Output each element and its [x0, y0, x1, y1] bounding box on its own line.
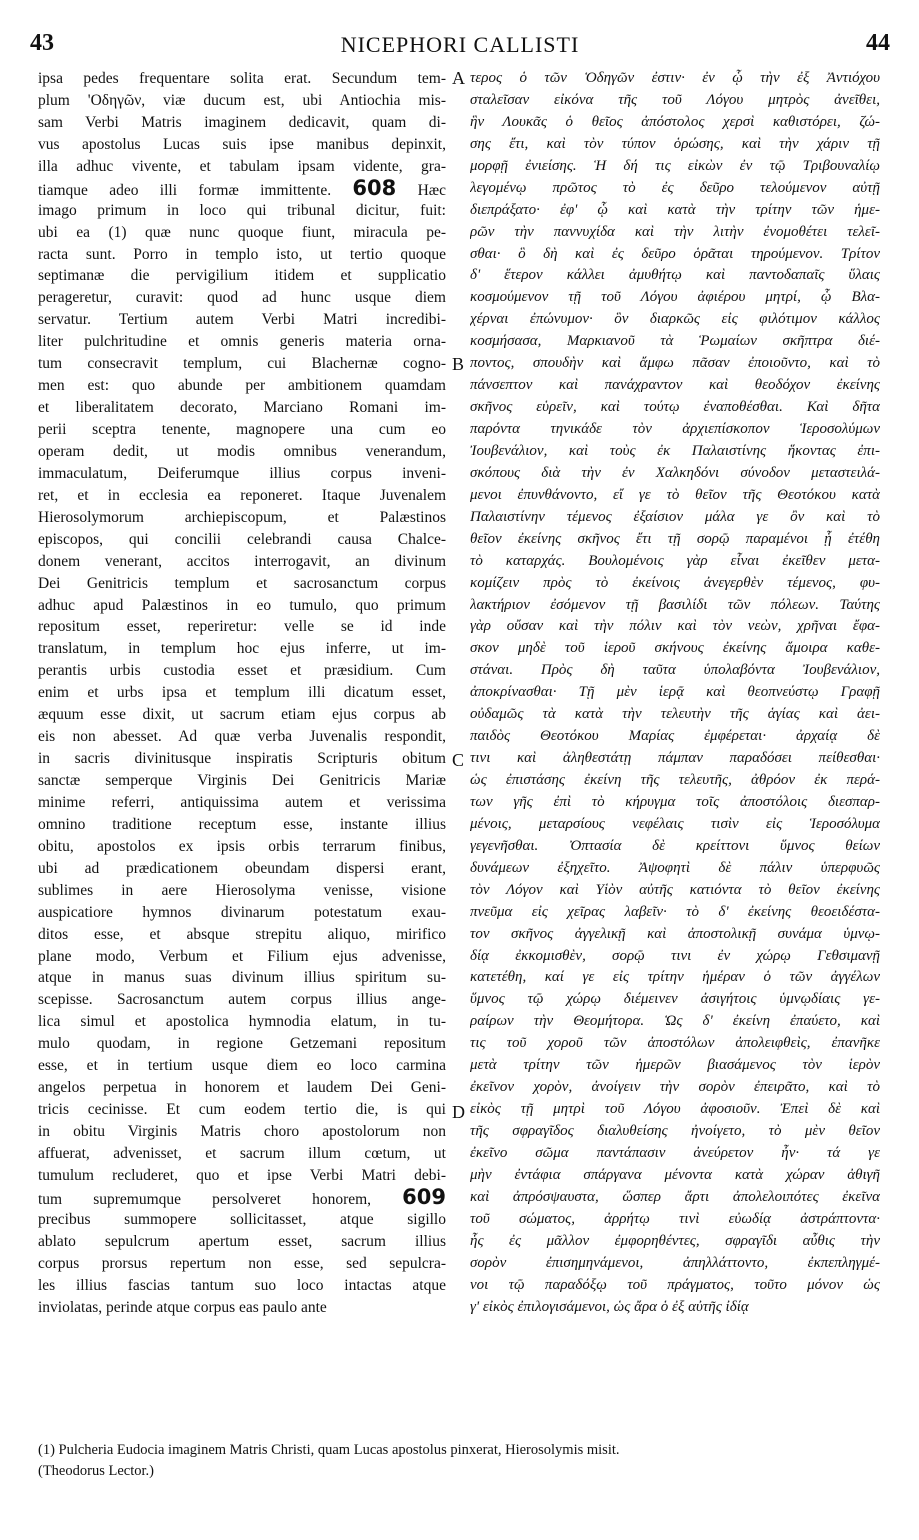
latin-text-line: sanctæ semperque Virginis Dei Genitricis Mariæ [38, 772, 446, 789]
latin-text-line: ubi ad prædicationem obeundam dispersi erant, [38, 859, 446, 877]
margin-letter-c: C [452, 750, 465, 770]
greek-text-line: ραίρων τὴν Θεομήτορα. Ὡς δ' ἐκείνη ἐπαύετο, καὶ [470, 1013, 880, 1030]
latin-text-line: operam dedit, ut modis omnibus venerandum, [38, 442, 446, 460]
greek-text-line: νοι τῷ παραδόξῳ τοῦ πράγματος, τοῦτο μόνον ὡς [470, 1276, 880, 1293]
latin-text-line: ablato sepulcrum apertum esset, sacrum illius [38, 1232, 446, 1250]
latin-text-line: vus apostolus Lucas suis ipse manibus depinxit, [38, 135, 446, 153]
greek-text-line: των γῆς ἐπὶ τὸ κήρυγμα τοῖς ἀποστόλοις διεσπαρ- [470, 793, 880, 810]
latin-text-line: obitu, apostolos ex ipsis orbis terrarum finibus, [38, 837, 446, 855]
greek-text-line: πάνσεπτον καὶ πανάχραντον καὶ θεοδόχον ἐκείνης [470, 377, 880, 394]
latin-text-line: illa adhuc vivente, et tabulam ipsam vidente, gra- [38, 157, 446, 175]
greek-text-line: τερος ὁ τῶν Ὁδηγῶν ἐστιν· ἐν ᾧ τὴν ἐξ Ἀντιόχου [470, 70, 880, 86]
latin-text-line: ditos esse, et absque strepitu aliquo, mirifico [38, 925, 446, 943]
latin-text-line: les illius fascias tantum suo loco intactas atque [38, 1276, 446, 1294]
latin-text-line: racta sunt. Porro in templo isto, ut tertio quoque [38, 245, 446, 263]
latin-text-line: septimanæ die pervigilium itidem et supplicatio [38, 267, 446, 285]
latin-text-line: tum supremumque persolveret honorem, 609 [38, 1186, 446, 1209]
latin-text-line: episcopos, qui concilii celebrandi causa Chalce- [38, 530, 446, 548]
latin-text-line: Dei Genitricis templum et sacrosanctum corpus [38, 574, 446, 592]
greek-text-line: κατετέθη, καί γε εἰς τρίτην ἡμέραν ὁ τῶν ἀγγέλων [470, 969, 880, 986]
greek-text-line: δίᾳ ἐκκομισθὲν, σορῷ τινι ἐν χώρῳ Γεθσιμανῇ [470, 947, 880, 964]
greek-text-line: στάναι. Πρὸς δὴ ταῦτα ὑπολαβόντα Ἰουβενάλιον, [470, 662, 880, 679]
latin-text-line: donem venerant, accitos interrogavit, an divinum [38, 552, 446, 570]
latin-text-line: ipsa pedes frequentare solita erat. Secundum tem- [38, 70, 446, 87]
greek-text-line: σθαι· ὃ δὴ καὶ ἐς δεῦρο ὁρᾶται τηρούμενον. Τρίτον [470, 245, 880, 262]
greek-text-line: πνεῦμα εἰς χεῖρας λαβεῖν· τὸ δ' ἐκείνης θεοειδέστα- [470, 903, 880, 920]
greek-text-line: ὕμνος τῷ χώρῳ διέμεινεν ἀσιγήτοις ὑμνῳδίαις γε- [470, 991, 880, 1008]
page-header [30, 30, 890, 60]
greek-text-line: ἐκεῖνον χορὸν, ἀνοίγειν τὴν σορὸν ἐπειρᾶτο, καὶ τὸ [470, 1079, 880, 1096]
greek-text-line: γ' εἰκὸς ἐπιλογισάμενοι, ὡς ἄρα ὁ ἐξ αὐτῆς ἰδίᾳ [470, 1298, 749, 1315]
greek-text-line: μορφῇ ἐνιείσης. Ἡ δή τις εἰκὼν ἐν τῷ Τριβουναλίῳ [470, 157, 880, 174]
greek-text-line: Παλαιστίνην τέμενος ἐξαίσιον μάλα γε ὂν καὶ τὸ [470, 508, 880, 525]
latin-text-line: minime referri, antiquissima autem et verissima [38, 793, 446, 811]
marginal-number: 609 [402, 1186, 446, 1209]
greek-text-line: μετὰ τρίτην τῶν ἡμερῶν βιασάμενος τὸν ἱερὸν [470, 1057, 880, 1074]
greek-text-line: ἣν Λουκᾶς ὁ θεῖος ἀπόστολος χερσὶ καθιστόρει, ζώ- [470, 113, 880, 130]
greek-text-line: κοσμούμενον τῇ τοῦ Λόγου ἀφιέρου μητρί, ᾧ Βλα- [470, 289, 880, 306]
greek-text-line: σταλεῖσαν εἰκόνα τῆς τοῦ Λόγου μητρὸς ἀνεῖθει, [470, 91, 880, 108]
latin-text-line: perii sceptra tenente, magnopere una cum eo [38, 421, 446, 438]
latin-text-line: esse, et in tertium usque diem eo loco carmina [38, 1057, 446, 1075]
left-page-number: 43 [30, 30, 54, 56]
greek-text-line: κομίζειν πρὸς τὸ ἐκείνοις ἀνεγερθὲν τέμενος, φυ- [470, 574, 880, 591]
greek-text-line: εἰκὸς τῇ μητρὶ τοῦ Λόγου ἀφοσιοῦν. Ἐπεὶ δὲ καὶ [470, 1101, 880, 1118]
greek-text-line: τὸν Λόγον καὶ Υἱὸν αὐτῆς κατιόντα τὸ θεῖον ἐκείνης [470, 881, 880, 898]
greek-text-line: γεγενῆσθαι. Ὀπτασία δὲ κρείττονι ὕμνος θείων [470, 837, 880, 854]
latin-text-line: in sacris divinitusque inspiratis Scripturis obitum [38, 750, 446, 768]
latin-text-line: scepisse. Sacrosanctum autem corpus illius ange- [38, 991, 446, 1009]
greek-text-line: διεπράξατο· ἐφ' ᾧ καὶ κατὰ τὴν τρίτην τῶν ἡμε- [470, 201, 880, 218]
latin-text-line: mulo quodam, in regione Getzemani repositum [38, 1035, 446, 1053]
greek-text-line: ἐκεῖνο σῶμα παντάπασιν ἀνεύρετον ἦν· τά γε [470, 1144, 880, 1161]
greek-text-line: παρόντα τηνικάδε τὸν ἀρχιεπίσκοπον Ἱεροσολύμων [470, 421, 880, 437]
margin-letter-b: B [452, 354, 465, 374]
latin-text-line: angelos perpetua in honorem et laudem Dei Geni- [38, 1079, 446, 1097]
greek-text-line: λακτήριον ἐσόμενον τῇ βασιλίδι τῶν πόλεων. Ταύτης [470, 596, 880, 613]
latin-text-line: lica simul et apostolica hymnodia elatum, in tu- [38, 1013, 446, 1031]
greek-text-line: Ἰουβενάλιον, καὶ τοὺς ἐκ Παλαιστίνης ἥκοντας ἐπι- [470, 442, 880, 459]
greek-text-line: σορὸν ἐπισημηνάμενοι, ἀπηλλάττοντο, ἐκπεπληγμέ- [470, 1254, 880, 1271]
latin-text-line: perageretur, curavit: quod ad hunc usque diem [38, 289, 446, 307]
greek-text-line: σκῆνος εὑρεῖν, καὶ τούτῳ ἐναποθέσθαι. Καὶ δῆτα [470, 399, 880, 416]
latin-text-line: tumulum recluderet, quo et ipse Verbi Matri debi- [38, 1166, 446, 1184]
greek-text-line: καὶ ἀπρόσψαυστα, ὥσπερ ἄρτι ἀπολελοιπότες ἐκεῖνα [470, 1188, 880, 1205]
latin-text-line: enim et urbs ipsa et templum illi dicatum esset, [38, 684, 446, 702]
latin-column [38, 68, 446, 1438]
latin-text-line: servatur. Tertium autem Verbi Matri incredibi- [38, 311, 446, 329]
latin-text-line: tiamque adeo illi formæ immittente. 608 Hæc [38, 177, 446, 200]
greek-text-line: μὴν ἐντάφια σπάργανα μένοντα κατὰ χώραν ἀθιγῆ [470, 1166, 880, 1183]
latin-text-line: omnino traditione receptum esse, instante illius [38, 815, 446, 833]
greek-text-line: δ' ἕτερον κάλλει ἀμυθήτῳ καὶ παντοδαπαῖς ὕλαις [470, 267, 880, 284]
latin-text-line: imago primum in loco qui tribunal dicitur, fuit: [38, 201, 446, 219]
greek-text-line: σκόπους διὰ τὴν ἐν Χαλκηδόνι σύνοδον μεταστειλά- [470, 464, 880, 481]
greek-text-line: δυνάμεων ἐξηχεῖτο. Ἀψοφητὶ δὲ πάλιν ὑπερφυῶς [470, 859, 880, 876]
greek-text-line: μένοις, μεταρσίους νεφέλαις τισὶν εἰς Ἱεροσόλυμα [470, 815, 880, 832]
greek-text-line: τοῦ σώματος, ἀρρήτῳ τινὶ εὐωδίᾳ ἀστράπτοντα· [470, 1210, 880, 1227]
latin-text-line: tum consecravit templum, cui Blachernæ cogno- [38, 355, 446, 373]
greek-text-line: τινι καὶ ἀληθεστάτῃ πάμπαν παραδόσει πείθεσθαι· [470, 750, 880, 767]
latin-text-line: inviolatas, perinde atque corpus eas paulo ante [38, 1298, 327, 1316]
latin-text-line: plane modo, Verbum et Filium ejus advenisse, [38, 947, 446, 965]
greek-column [470, 68, 880, 1438]
greek-text-line: τις τοῦ χοροῦ τῶν ἀποστόλων ἀπολειφθεὶς, ἐπανῆκε [470, 1035, 880, 1052]
greek-text-line: μενοι ἐπυνθάνοντο, εἴ γε τὸ θεῖον τῆς Θεοτόκου κατὰ [470, 486, 880, 503]
greek-text-line: ποντος, σπουδὴν καὶ ἄμφω πᾶσαν ἐποιοῦντο, καὶ τὸ [470, 355, 880, 372]
latin-text-line: tricis cecinisse. Et cum eodem tertio die, is qui [38, 1101, 446, 1119]
greek-text-line: σκον μηδὲ τοῦ ἱεροῦ σκήνους ἐκείνης ἄμοιρα καθε- [470, 640, 880, 657]
margin-letter-a: A [452, 68, 465, 88]
latin-text-line: sublimes in aere Hierosolyma venisse, visione [38, 881, 446, 899]
right-page-number: 44 [866, 30, 890, 56]
latin-text-line: atque in manus suas divinum illius spiritum su- [38, 969, 446, 987]
greek-text-line: γὰρ οὔσαν καὶ τὴν πόλιν καὶ τὸν νεὼν, χρῆναι ἔφα- [470, 618, 880, 635]
greek-text-line: τον σκῆνος ἀγγελικῇ καὶ ἀποστολικῇ συνάμα ὑμνῳ- [470, 925, 880, 942]
greek-text-line: λεγομένῳ πρῶτος τὸ ἐς δεῦρο τελούμενον αὐτῇ [470, 179, 880, 196]
latin-text-line: et liberalitatem decorato, Marciano Romani im- [38, 399, 446, 417]
greek-text-line: ὡς ἐπιστάσης ἐκείνη τῆς τελευτῆς, ἀθρόον ἐκ περά- [470, 772, 880, 788]
latin-text-line: ubi ea (1) quæ nunc quoque fiunt, miracula pe- [38, 223, 446, 241]
greek-text-line: παιδὸς Θεοτόκου Μαρίας ἐμφέρεται· ἀρχαίᾳ δὲ [470, 728, 880, 745]
latin-text-line: auspicatiore hymnos divinarum potestatum exau- [38, 903, 446, 921]
greek-text-line: ρῶν τὴν παννυχίδα καὶ τὴν λιτὴν ἐνομοθέτει τελεῖ- [470, 223, 880, 240]
latin-text-line: plum 'Οδηγῶν, viæ ducum est, ubi Antiochia mis- [38, 91, 446, 109]
latin-text-line: repositum esset, reperiretur: velle se id inde [38, 618, 446, 636]
latin-text-line: men est: quo abunde per ambitionem quamdam [38, 377, 446, 395]
greek-text-line: θεῖον ἐκείνης σκῆνος ἔτι τῇ σορῷ παραμένοι ᾗ ἐτέθη [470, 530, 880, 547]
greek-text-line: χέρναι ἐπώνυμον· ὃν διαρκῶς εἰς φιλότιμον κάλλος [470, 311, 880, 328]
margin-letter-d: D [452, 1102, 465, 1122]
latin-text-line: sam Verbi Matris imaginem dedicavit, quam di- [38, 113, 446, 131]
latin-text-line: liter pulchritudine et omnis generis materia orna- [38, 333, 446, 351]
greek-text-line: σης ἔτι, καὶ τὸν τύπον ὁρώσης, καὶ τὴν χάριν τῇ [470, 135, 880, 152]
latin-text-line: corpus prorsus repertum non esse, sed sepulcra- [38, 1254, 446, 1272]
latin-text-line: precibus summopere sollicitasset, atque sigillo [38, 1210, 446, 1228]
latin-text-line: immaculatum, Deiferumque illius corpus inveni- [38, 464, 446, 482]
greek-text-line: τὸ καταρχάς. Βουλομένοις γὰρ εἶναι ἐκεῖθεν μετα- [470, 552, 880, 569]
greek-text-line: κοσμήσασα, Μαρκιανοῦ τὰ Ῥωμαίων σκῆπτρα διέ- [470, 333, 880, 350]
latin-text-line: affuerat, advenisset, et sacrum illum cœtum, ut [38, 1144, 446, 1162]
greek-text-line: οὐδαμῶς τὰ κατὰ τὴν τελευτὴν τῆς ἁγίας καὶ ἀει- [470, 706, 880, 723]
greek-text-line: τῆς σφραγῖδος διαλυθείσης ἠνοίγετο, τὸ μὲν θεῖον [470, 1123, 880, 1139]
latin-text-line: Hierosolymorum archiepiscopum, et Palæstinos [38, 508, 446, 526]
latin-text-line: æquum esse dixit, ut sacrum etiam ejus corpus ab [38, 706, 446, 724]
running-title: NICEPHORI CALLISTI [340, 32, 580, 57]
latin-text-line: in obitu Virginis Matris choro apostolorum non [38, 1123, 446, 1140]
marginal-number: 608 [352, 177, 397, 200]
footnote-line-2: (Theodorus Lector.) [38, 1463, 154, 1479]
latin-text-line: eis non abesset. Ad quæ verba Juvenalis respondit, [38, 728, 446, 746]
latin-text-line: adhuc apud Palæstinos in eo tumulo, quo primum [38, 596, 446, 614]
latin-text-line: translatum, in templum hoc ejus inferre, ut im- [38, 640, 446, 658]
latin-text-line: ret, et in ecclesia ea reponeret. Itaque Juvenalem [38, 486, 446, 504]
greek-text-line: ἀποκρίνασθαι· Τῇ μὲν ἱερᾷ καὶ θεοπνεύστῳ Γραφῇ [470, 684, 880, 701]
greek-text-line: ἧς ἐς μᾶλλον ἐμφορηθέντες, σφραγῖδι αὖθις τὴν [470, 1232, 880, 1249]
latin-text-line: perantis urbis custodia esset et præsidium. Cum [38, 662, 446, 680]
footnote-line-1: (1) Pulcheria Eudocia imaginem Matris Christi, quam Lucas apostolus pinxerat, Hierosolymis misit. [38, 1442, 620, 1458]
